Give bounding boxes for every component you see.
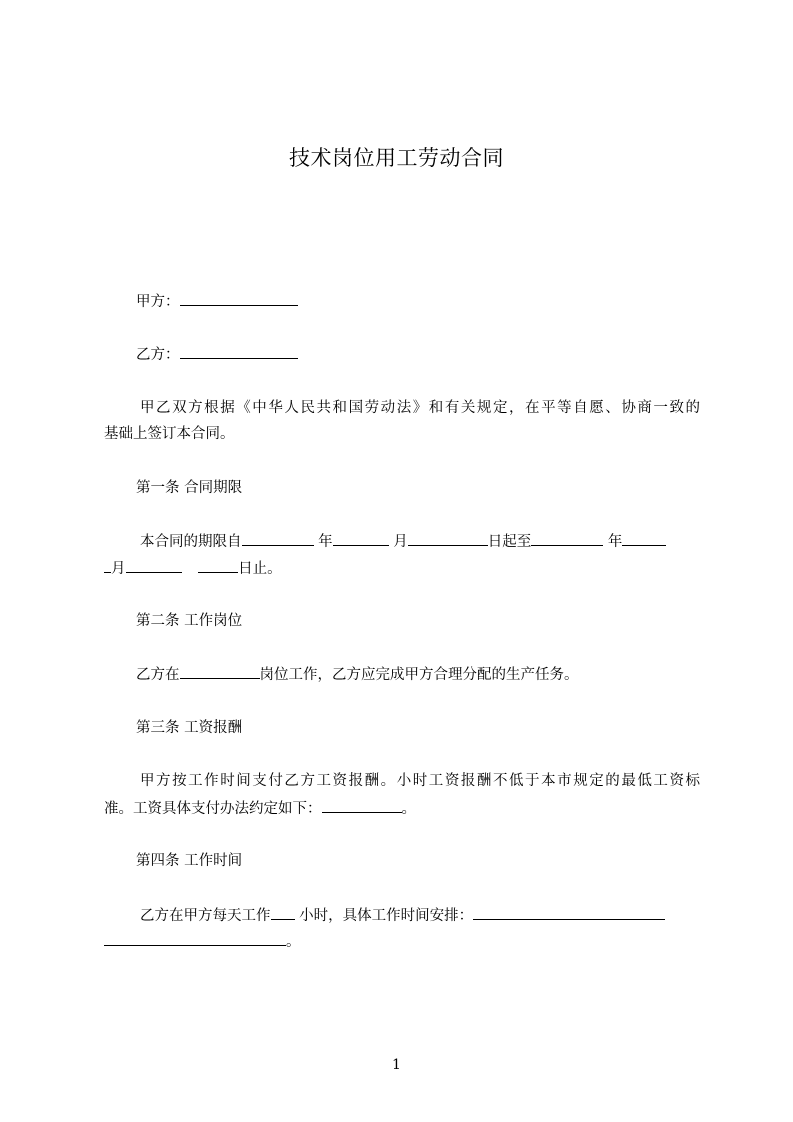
article-3-text-2: 。 <box>401 801 416 817</box>
end-year-label: 年 <box>607 534 623 550</box>
start-month-blank <box>333 531 389 546</box>
start-year-blank <box>242 531 314 546</box>
party-b-blank <box>180 344 298 359</box>
party-b-line <box>136 344 736 365</box>
article-4-line-1 <box>140 905 740 926</box>
article-3-line-1: 甲方按工作时间支付乙方工资报酬。小时工资报酬不低于本市规定的最低工资标 <box>140 773 700 789</box>
article-3-line-2 <box>104 798 704 819</box>
article-3-text-1: 准。工资具体支付办法约定如下： <box>104 801 322 817</box>
article-4-text-2: 小时，具体工作时间安排： <box>299 908 474 924</box>
article-1-term-line-2 <box>104 558 704 579</box>
start-day-label: 日起至 <box>487 534 532 550</box>
end-year-blank <box>531 531 603 546</box>
party-a-line <box>136 291 736 312</box>
schedule-blank-continued <box>104 931 286 946</box>
hours-blank <box>271 905 295 920</box>
article-2-heading: 第二条 工作岗位 <box>136 613 243 629</box>
article-4-text-3: 。 <box>286 934 301 950</box>
party-a-label: 甲方： <box>136 294 180 310</box>
end-day-blank <box>126 558 182 573</box>
end-day-blank-2 <box>198 558 238 573</box>
term-label: 本合同的期限自 <box>140 534 242 550</box>
end-month-blank-continued <box>104 558 111 573</box>
start-year-label: 年 <box>318 534 333 550</box>
schedule-blank <box>473 905 665 920</box>
start-month-label: 月 <box>393 534 408 550</box>
preamble-line-2: 基础上签订本合同。 <box>104 426 235 442</box>
article-1-heading: 第一条 合同期限 <box>136 480 243 496</box>
page-number: 1 <box>392 1057 401 1073</box>
end-day-label: 日止。 <box>238 561 282 577</box>
payment-method-blank <box>322 798 402 813</box>
article-2-text-1: 乙方在 <box>136 667 180 683</box>
article-4-line-2 <box>104 931 704 952</box>
party-b-label: 乙方： <box>136 347 180 363</box>
party-a-blank <box>180 291 298 306</box>
article-2-text-2: 岗位工作，乙方应完成甲方合理分配的生产任务。 <box>259 667 579 683</box>
preamble-line-1: 甲乙双方根据《中华人民共和国劳动法》和有关规定，在平等自愿、协商一致的 <box>140 400 700 416</box>
article-2-body <box>136 664 736 685</box>
end-month-label: 月 <box>111 561 126 577</box>
article-4-heading: 第四条 工作时间 <box>136 853 243 869</box>
start-day-blank <box>408 531 488 546</box>
article-4-text-1: 乙方在甲方每天工作 <box>140 908 271 924</box>
document-title: 技术岗位用工劳动合同 <box>289 146 504 170</box>
article-3-heading: 第三条 工资报酬 <box>136 720 243 736</box>
article-1-term-line-1 <box>140 531 740 552</box>
end-month-blank <box>622 531 666 546</box>
position-blank <box>180 664 260 679</box>
